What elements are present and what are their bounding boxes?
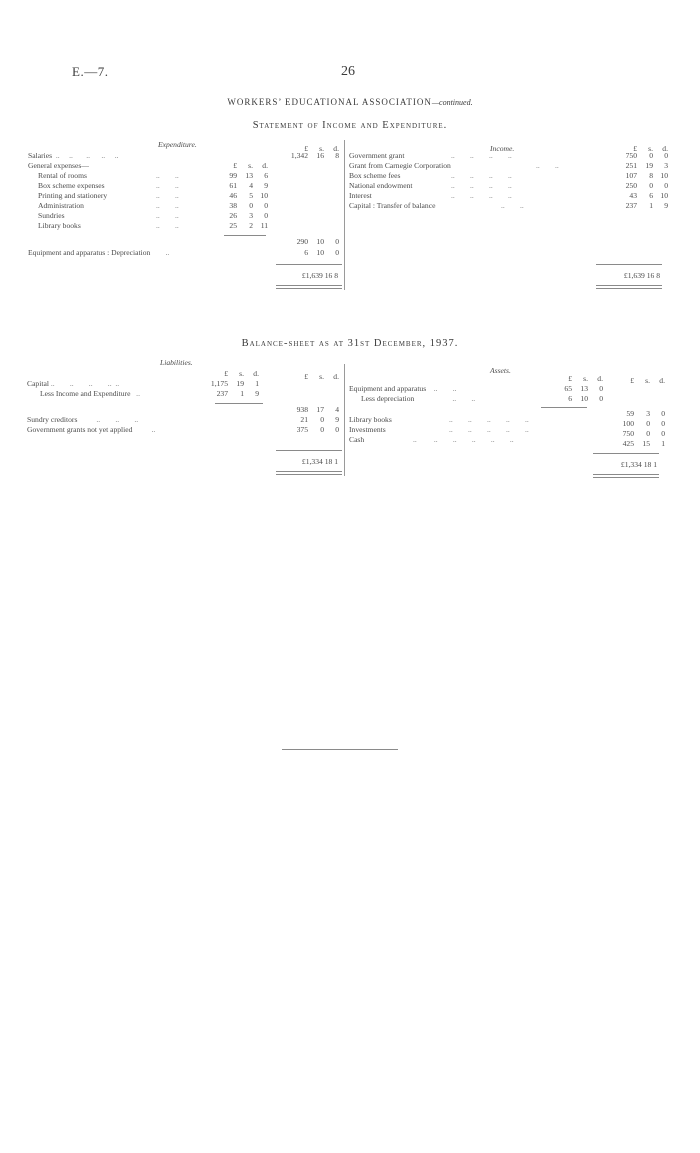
assets-heading: Assets. — [490, 366, 511, 375]
expenditure-total-rule — [276, 264, 342, 265]
expenditure-col-heads: £ s. d. — [304, 144, 339, 153]
liabilities-outer-col-heads: £ s. d. — [304, 372, 339, 381]
asset-equipment: Equipment and apparatus .. .. — [349, 384, 457, 393]
end-rule — [282, 749, 398, 750]
income-total: £1,639 16 8 — [623, 271, 660, 280]
expenditure-heading: Expenditure. — [158, 140, 197, 149]
income-item-amount: 750 0 0 — [625, 151, 668, 160]
expenditure-total-double-rule — [276, 285, 342, 289]
general-item-amount: 61 4 9 — [229, 181, 268, 190]
income-item-amount: 107 8 10 — [625, 171, 668, 180]
asset-less: Less depreciation .. .. — [361, 394, 476, 403]
liabilities-inner-col-heads: £ s. d. — [224, 369, 259, 378]
general-item-amount: 99 13 6 — [229, 171, 268, 180]
liabilities-total-double-rule — [276, 471, 342, 475]
general-item-label: Box scheme expenses — [38, 181, 105, 190]
asset-item-label: Investments — [349, 425, 386, 434]
asset-item-label: Cash — [349, 435, 365, 444]
balance-sheet-table: Liabilities. Assets. £ s. d. £ s. d. Capital .. .. .. .. .. 1,175 19 1 Less Income and Expenditure .. 237 1 9 938 17 4 Sundry creditors .. .. .. 21 0 9 Government grants not yet applied .. 375 0 0 £1,334 18 1 £ s. d. £ s. d. Equipment and apparatus .. .. 65 13 0 Less depreciation .. .. 6 10 0 59 3 0 Library books .. .. .. .. .. 100 0 0 Investments .. .. .. .. .. 750 0 0 Cash .. .. .. .. .. .. 425 15 1 £1,334 18 1 — [27, 358, 667, 483]
income-item-amount: 237 1 9 — [625, 201, 668, 210]
salaries-label: Salaries — [28, 151, 53, 160]
general-subtotal-rule — [224, 235, 266, 236]
equipment-depreciation-label: Equipment and apparatus : Depreciation .. — [28, 248, 170, 257]
general-item-label: Rental of rooms — [38, 171, 87, 180]
income-col-heads: £ s. d. — [633, 144, 668, 153]
general-col-heads: £ s. d. — [233, 161, 268, 170]
balance-sheet-title: Balance-sheet as at 31st December, 1937. — [241, 338, 459, 349]
organisation-continued: —continued. — [431, 98, 473, 107]
asset-item-label: Library books — [349, 415, 392, 424]
balance-column-divider — [344, 364, 345, 476]
liability-item: Government grants not yet applied .. — [27, 425, 156, 434]
income-item-label: Grant from Carnegie Corporation — [349, 161, 451, 170]
asset-less-amount: 6 10 0 — [568, 394, 603, 403]
expenditure-salaries: Salaries .. .. .. .. .. — [28, 151, 119, 160]
capital-subtotal-rule — [215, 403, 263, 404]
asset-equipment-net: 59 3 0 — [626, 409, 665, 418]
liabilities-total: £1,334 18 1 — [301, 457, 338, 466]
equipment-subtotal-rule — [541, 407, 587, 408]
salaries-amount: 1,342 16 8 — [290, 151, 339, 160]
page-number: 26 — [341, 64, 355, 79]
general-total-amount: 290 10 0 — [296, 237, 339, 246]
income-item-amount: 250 0 0 — [625, 181, 668, 190]
assets-total-rule — [593, 453, 659, 454]
assets-inner-col-heads: £ s. d. — [568, 374, 603, 383]
statement-column-divider — [344, 140, 345, 290]
liability-capital-net: 938 17 4 — [296, 405, 339, 414]
assets-total-double-rule — [593, 474, 659, 478]
liability-capital-amount: 1,175 19 1 — [210, 379, 259, 388]
general-expenses-label: General expenses— — [28, 161, 89, 170]
income-item-label: Box scheme fees — [349, 171, 401, 180]
income-item-label: Capital : Transfer of balance — [349, 201, 436, 210]
liability-item-amount: 375 0 0 — [296, 425, 339, 434]
income-item-label: Interest — [349, 191, 372, 200]
income-total-double-rule — [596, 285, 662, 289]
general-item-amount: 38 0 0 — [229, 201, 268, 210]
general-item-amount: 25 2 11 — [229, 221, 268, 230]
general-item-label: Administration — [38, 201, 84, 210]
assets-total: £1,334 18 1 — [620, 460, 657, 469]
income-item-amount: 251 19 3 — [625, 161, 668, 170]
liability-item: Sundry creditors .. .. .. — [27, 415, 139, 424]
general-item-label: Printing and stationery — [38, 191, 108, 200]
general-item-amount: 46 5 10 — [229, 191, 268, 200]
income-item-label: Government grant — [349, 151, 405, 160]
asset-equipment-amount: 65 13 0 — [564, 384, 603, 393]
asset-item-amount: 100 0 0 — [622, 419, 665, 428]
liabilities-total-rule — [276, 450, 342, 451]
income-total-rule — [596, 264, 662, 265]
asset-item-amount: 750 0 0 — [622, 429, 665, 438]
statement-title: Statement of Income and Expenditure. — [252, 120, 448, 131]
asset-item-amount: 425 15 1 — [622, 439, 665, 448]
page-reference: E.—7. — [72, 64, 109, 79]
general-item-label: Library books — [38, 221, 81, 230]
liability-item-amount: 21 0 9 — [300, 415, 339, 424]
income-item-amount: 43 6 10 — [629, 191, 668, 200]
organisation-title — [0, 97, 700, 107]
liability-less: Less Income and Expenditure .. — [40, 389, 140, 398]
assets-outer-col-heads: £ s. d. — [630, 376, 665, 385]
equipment-depreciation-amount: 6 10 0 — [304, 248, 339, 257]
expenditure-total: £1,639 16 8 — [301, 271, 338, 280]
general-item-label: Sundries — [38, 211, 65, 220]
income-heading: Income. — [490, 144, 515, 153]
statement-table: Expenditure. Income. £ s. d. £ s. d. Salaries .. .. .. .. .. 1,342 16 8 General expenses— £ s. d. Rental of rooms .. .. 99 13 6 Box scheme expenses .. .. 61 4 9 Printing and stationery .. .. 46 5 10 Administration .. .. 38 0 0 Sundries .. .. 26 3 0 Library books .. .. 25 2 11 290 10 0 Equipment and apparatus : Depreciation .. 6 10 0 £1,639 16 8 Government grant .. .. .. .. 750 0 0 Grant from Carnegie Corporation .. .. 251 19 3 Box scheme fees .. .. .. .. 107 8 10 National endowment .. .. .. .. 250 0 0 Interest .. .. .. .. 43 6 10 Capital : Transfer of balance .. .. 237 1 9 £1,639 16 8 — [28, 140, 668, 295]
income-item-label: National endowment — [349, 181, 413, 190]
liability-capital: Capital .. .. .. .. .. — [27, 379, 120, 388]
general-item-amount: 26 3 0 — [229, 211, 268, 220]
liabilities-heading: Liabilities. — [160, 358, 193, 367]
liability-less-amount: 237 1 9 — [216, 389, 259, 398]
organisation-name: WORKERS’ EDUCATIONAL ASSOCIATION — [227, 97, 432, 107]
